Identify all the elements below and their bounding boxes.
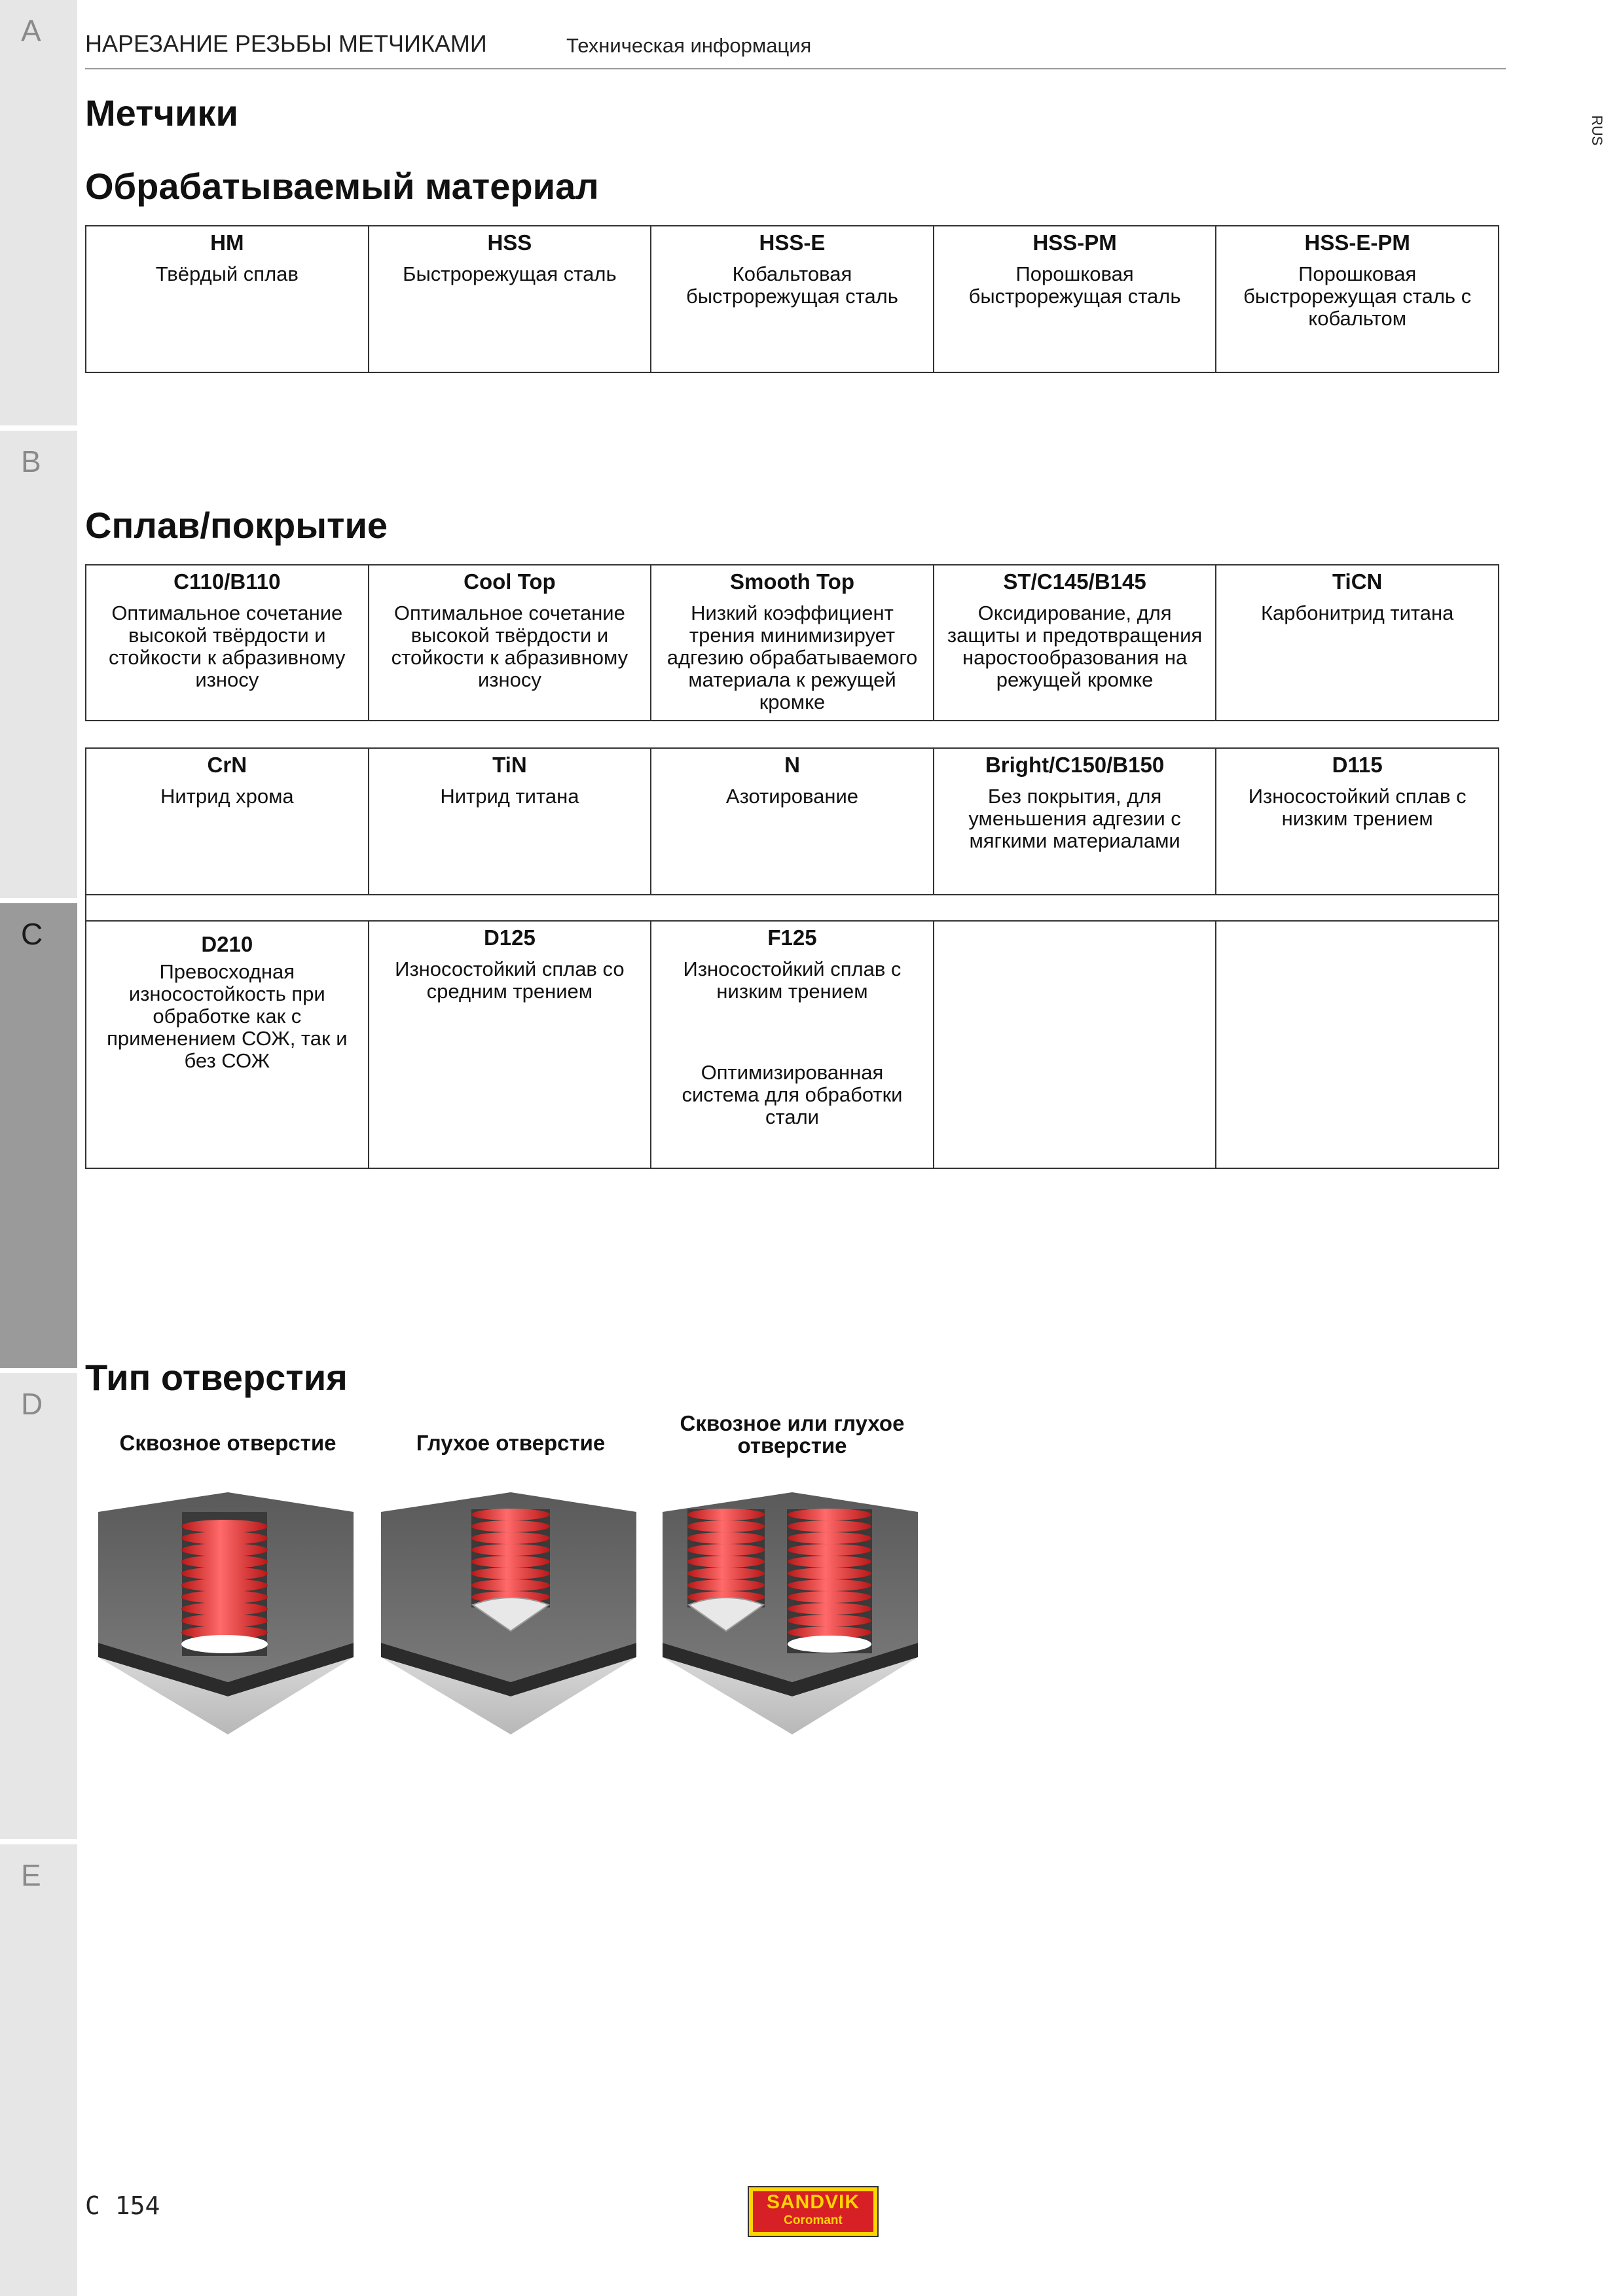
cell-description: Без покрытия, для уменьшения адгезии с мягкими материалами [968, 785, 1181, 852]
cell-description: Износостойкий сплав с низким трением [683, 958, 902, 1003]
tab-letter: B [21, 444, 41, 478]
page-number: C 154 [85, 2191, 160, 2220]
table-cell [1216, 921, 1499, 1168]
sandvik-coromant-logo [748, 2186, 879, 2237]
cell-description: Нитрид хрома [160, 785, 294, 808]
table-spacer-row [86, 895, 1499, 921]
tab-e[interactable] [0, 1844, 77, 2296]
table-cell [651, 748, 934, 895]
cell-code: HSS-PM [1032, 230, 1117, 255]
tab-letter: A [21, 14, 41, 48]
cell-code: D210 [201, 932, 253, 956]
table-cell [369, 226, 651, 372]
cell-code: HSS [487, 230, 532, 255]
cell-description: Износостойкий сплав с низким трением [1248, 785, 1467, 830]
table-row [86, 565, 1499, 721]
hole-type-heading: Тип отверстия [85, 1357, 348, 1398]
cell-description: Азотирование [725, 785, 859, 808]
table-row [86, 748, 1499, 895]
tab-letter: E [21, 1858, 41, 1892]
table-cell [86, 748, 369, 895]
cell-description: Оптимальное сочетание высокой твёрдости и стойкости к абразивному износу [109, 601, 346, 691]
table-row [86, 226, 1499, 372]
table-cell [369, 921, 651, 1168]
cell-code: C110/B110 [173, 569, 281, 594]
cell-code: ST/C145/B145 [1003, 569, 1146, 594]
tab-d[interactable] [0, 1373, 77, 1839]
cell-description: Нитрид титана [440, 785, 579, 808]
cell-description-extra: Оптимизированная система для обработки стали [682, 1061, 903, 1128]
table-cell [86, 226, 369, 372]
table-cell [934, 921, 1216, 1168]
tab-letter: C [21, 917, 43, 951]
tab-letter: D [21, 1387, 43, 1421]
through-or-blind-hole-illustration [649, 1486, 938, 1761]
cell-code: Cool Top [464, 569, 556, 594]
page-header [85, 30, 1506, 69]
tab-b[interactable] [0, 431, 77, 898]
cell-code: CrN [207, 753, 247, 777]
header-section-title: НАРЕЗАНИЕ РЕЗЬБЫ МЕТЧИКАМИ [85, 30, 487, 57]
cell-code: N [784, 753, 800, 777]
cell-description: Оксидирование, для защиты и предотвращения наростообразования на режущей кромке [947, 601, 1203, 691]
cell-code: Smooth Top [729, 569, 854, 594]
cell-code: HSS-E-PM [1304, 230, 1410, 255]
cell-description: Твёрдый сплав [155, 262, 299, 285]
table-cell [651, 226, 934, 372]
table-cell [1216, 565, 1499, 721]
cell-code: Bright/C150/B150 [985, 753, 1165, 777]
table-cell [86, 895, 1499, 921]
table-row [86, 921, 1499, 1168]
tab-a[interactable] [0, 0, 77, 425]
table-cell [369, 565, 651, 721]
cell-description: Превосходная износостойкость при обработке как с применением СОЖ, так и без СОЖ [107, 960, 348, 1072]
hole-label: Сквозное отверстие [119, 1431, 337, 1455]
table-cell [651, 921, 934, 1168]
cell-code: D115 [1332, 753, 1383, 777]
blind-hole-illustration [368, 1486, 656, 1761]
cell-code: F125 [767, 925, 817, 950]
coating-table-1 [85, 564, 1499, 721]
table-cell [651, 565, 934, 721]
material-heading: Обрабатываемый материал [85, 166, 599, 207]
cell-code: D125 [483, 925, 536, 950]
cell-code: HM [210, 230, 244, 255]
cell-description: Износостойкий сплав со средним трением [395, 958, 625, 1003]
table-cell [86, 921, 369, 1168]
table-cell [934, 565, 1216, 721]
logo-brand: SANDVIK [766, 2191, 860, 2213]
through-hole-illustration [85, 1486, 373, 1761]
material-table [85, 225, 1499, 373]
tab-c[interactable] [0, 903, 77, 1368]
cell-description: Оптимальное сочетание высокой твёрдости и стойкости к абразивному износу [391, 601, 629, 691]
coating-table-2 [85, 747, 1499, 1169]
table-cell [1216, 226, 1499, 372]
table-cell [934, 748, 1216, 895]
table-cell [1216, 748, 1499, 895]
hole-label: Сквозное или глухое отверстие [680, 1411, 905, 1458]
table-cell [86, 565, 369, 721]
language-label: RUS [1589, 115, 1605, 146]
cell-description: Кобальтовая быстрорежущая сталь [686, 262, 898, 308]
cell-description: Быстрорежущая сталь [403, 262, 617, 285]
cell-description: Низкий коэффициент трения минимизирует адгезию обрабатываемого материала к режущей кромке [666, 601, 918, 713]
cell-code: HSS-E [759, 230, 826, 255]
table-cell [934, 226, 1216, 372]
logo-brand-sub: Coromant [784, 2214, 843, 2227]
cell-description: Порошковая быстрорежущая сталь с кобальтом [1243, 262, 1472, 330]
logo-box [753, 2191, 873, 2232]
cell-code: TiCN [1332, 569, 1383, 594]
cell-code: TiN [492, 753, 527, 777]
page-title: Метчики [85, 92, 238, 134]
cell-description: Порошковая быстрорежущая сталь [968, 262, 1181, 308]
header-subtitle: Техническая информация [566, 34, 812, 57]
table-cell [369, 748, 651, 895]
hole-label: Глухое отверстие [416, 1431, 606, 1455]
cell-description: Карбонитрид титана [1260, 601, 1454, 624]
section-tabs [0, 0, 77, 2296]
coating-heading: Сплав/покрытие [85, 505, 388, 546]
